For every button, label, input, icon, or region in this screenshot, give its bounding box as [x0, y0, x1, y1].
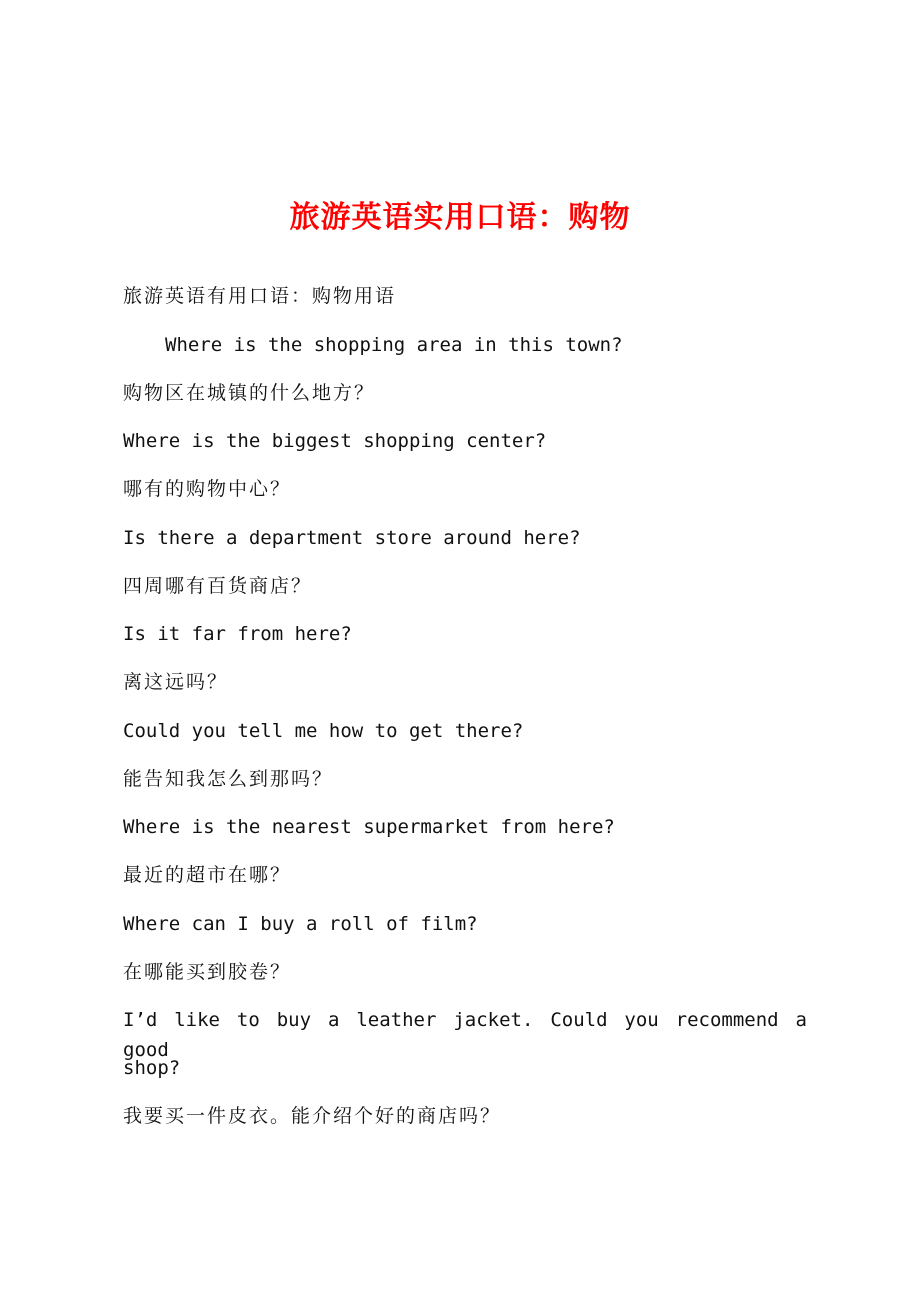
document-title: 旅游英语实用口语：购物	[289, 200, 631, 235]
text-line-zh: 哪有的购物中心？	[123, 478, 292, 500]
text-line-en: Where is the nearest supermarket from here?	[123, 816, 615, 838]
text-line-zh: 能告知我怎么到那吗？	[123, 768, 334, 790]
text-line-zh: 离这远吗？	[123, 671, 229, 693]
section-subtitle: 旅游英语有用口语：购物用语	[123, 285, 397, 307]
text-line-zh: 四周哪有百货商店？	[123, 575, 313, 597]
text-line-en: Could you tell me how to get there?	[123, 720, 524, 742]
text-line-zh: 在哪能买到胶卷？	[123, 961, 292, 983]
text-line-en: Is it far from here?	[123, 623, 352, 645]
text-line-en: Where can I buy a roll of film?	[123, 913, 478, 935]
text-line-zh: 最近的超市在哪？	[123, 864, 292, 886]
text-line-en: Where is the shopping area in this town?	[165, 334, 623, 356]
text-line-en: I’d like to buy a leather jacket. Could you recommend a good	[123, 1009, 807, 1061]
text-line-zh: 购物区在城镇的什么地方？	[123, 382, 376, 404]
text-line-en: shop?	[123, 1057, 181, 1079]
text-line-zh: 我要买一件皮衣。能介绍个好的商店吗？	[123, 1105, 502, 1127]
text-line-en: Is there a department store around here?	[123, 527, 581, 549]
text-line-en: Where is the biggest shopping center?	[123, 430, 547, 452]
